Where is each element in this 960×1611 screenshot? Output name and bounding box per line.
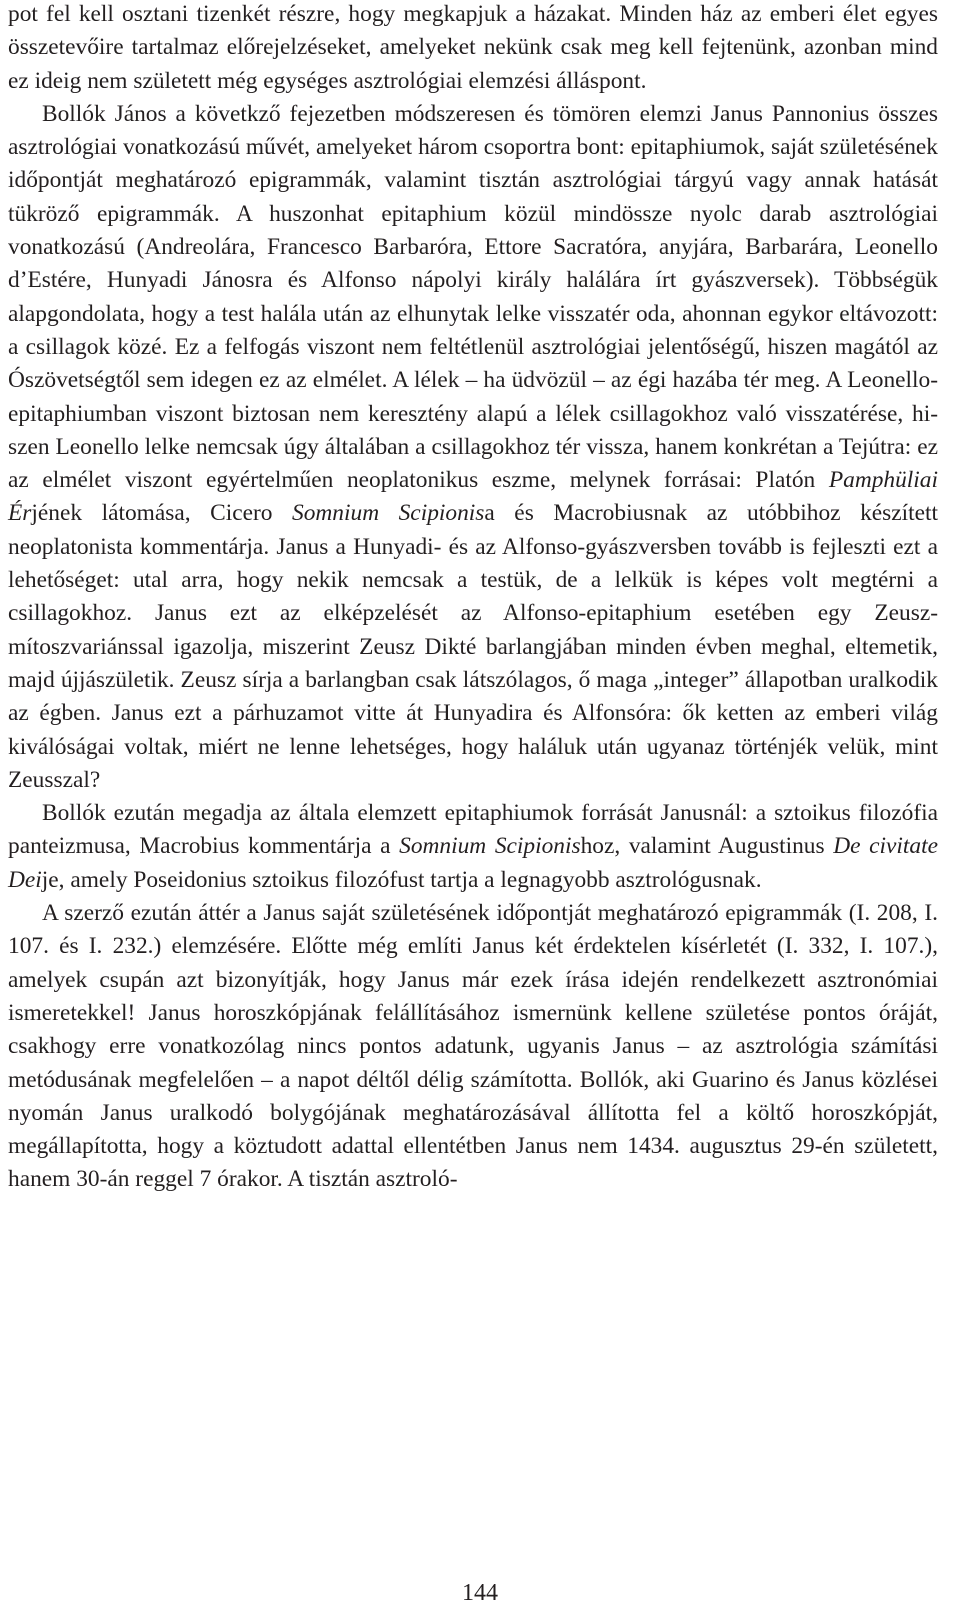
page-body	[8, 0, 938, 1197]
paragraph-2	[8, 98, 938, 797]
italic-title: De civitate Dei	[8, 833, 938, 893]
text-run: je, amely Poseidonius sztoikus filozófust tartja a legnagyobb asztrológusnak.	[41, 866, 762, 893]
italic-title: Pamphüliai Ér	[8, 467, 938, 527]
text-run: jének látomása, Cicero	[31, 500, 293, 527]
page-number: 144	[462, 1580, 498, 1606]
italic-title: Somnium Scipionis	[399, 833, 581, 860]
text-run: Bollók ezután megadja az általa elemzett epitaphiumok forrását Janusnál: a sztoikus filozófia panteizmusa, Macrobius kommentárja a	[8, 800, 938, 860]
paragraph-4	[8, 897, 938, 1197]
italic-title: Somnium Scipionis	[292, 500, 485, 527]
text-run: pot fel kell osztani tizenkét részre, hogy megkapjuk a házakat. Minden ház az emberi élet egyes összetevőire tartalmaz előrejelzéseket, amelyeket nekünk csak meg kell fejtenünk, azonban mind ez ideig nem született még egységes asztrológiai elemzési álláspont.	[8, 1, 938, 94]
paragraph-3	[8, 797, 938, 897]
text-run: Bollók János a követkző fejezetben módszeresen és tömören elemzi Janus Pannonius összes asztrológiai vonatkozású művét, amelyeket három csoportra bont: epitaphiumok, saját születésének időpontját meghatározó epigrammák, valamint tisztán asztrológiai tárgyú vagy annak hatását tükröző epigrammák. A huszonhat epitaphium közül mindössze nyolc darab asztrológiai vonatkozású (Andreolára, Francesco Barbaróra, Ettore Sacratóra, anyjára, Barbarára, Leonello d’Estére, Hunyadi Jánosra és Alfonso nápolyi király halálára írt gyászversek). Többségük alapgondolata, hogy a test halála után az elhunytak lelke visszatér oda, ahonnan egykor eltávozott: a csillagok közé. Ez a felfogás viszont nem feltétlenül asztrológiai jelentőségű, hiszen magától az Ószövetségtől sem idegen ez az elmélet. A lélek – ha üdvözül – az égi hazába tér meg. A Leonello-epitaphiumban viszont biztosan nem keresztény alapú a lélek csillagokhoz való visszatérése, hiszen Leonello lelke nemcsak úgy általában a csillagokhoz tér vissza, hanem konkrétan a Tejútra: ez az elmélet viszont egyértelműen neoplatonikus eszme, melynek forrásai: Platón	[8, 100, 938, 494]
text-run: hoz, valamint Augustinus	[580, 833, 834, 860]
text-run: A szerző ezután áttér a Janus saját születésének időpontját meghatározó epigrammák (I. 208, I. 107. és I. 232.) elemzésére. Előtte még említi Janus két érdektelen kísérletét (I. 332, I. 107.), amelyek csupán azt bizonyítják, hogy Janus már ezek írása idején rendelkezett asztronómiai ismeretekkel! Janus horoszkópjának felállításához ismernünk kellene születése pontos óráját, csakhogy erre vonatkozólag nincs pontos adatunk, ugyanis Janus – az asztrológia számítási metódusának megfelelően – a napot déltől délig számította. Bollók, aki Guarino és Janus közlései nyomán Janus uralkodó bolygójának meghatározásával állította fel a költő horoszkópját, megállapította, hogy a köztudott adattal ellentétben Janus nem 1434. augusztus 29-én született, hanem 30-án reggel 7 órakor. A tisztán asztroló-	[8, 900, 938, 1193]
paragraph-1	[8, 0, 938, 98]
text-run: a és Macrobiusnak az utóbbihoz készített neoplatonista kommentárja. Janus a Hunyadi- és az Alfonso-gyászversben tovább is fejleszti ezt a lehetőséget: utal arra, hogy nekik nemcsak a testük, de a lelkük is képes volt megtérni a csillagokhoz. Janus ezt az elképzelését az Alfonso-epitaphium esetében egy Zeusz-mítoszvariánssal igazolja, miszerint Zeusz Dikté barlangjában minden évben meghal, eltemetik, majd újjászületik. Zeusz sírja a barlangban csak látszólagos, ő maga „integer” állapotban uralkodik az égben. Janus ezt a párhuzamot vitte át Hunyadira és Alfonsóra: ők ketten az emberi világ kiválóságai voltak, miért ne lenne lehetséges, hogy haláluk után ugyanaz történjék velük, mint Zeusszal?	[8, 500, 939, 793]
